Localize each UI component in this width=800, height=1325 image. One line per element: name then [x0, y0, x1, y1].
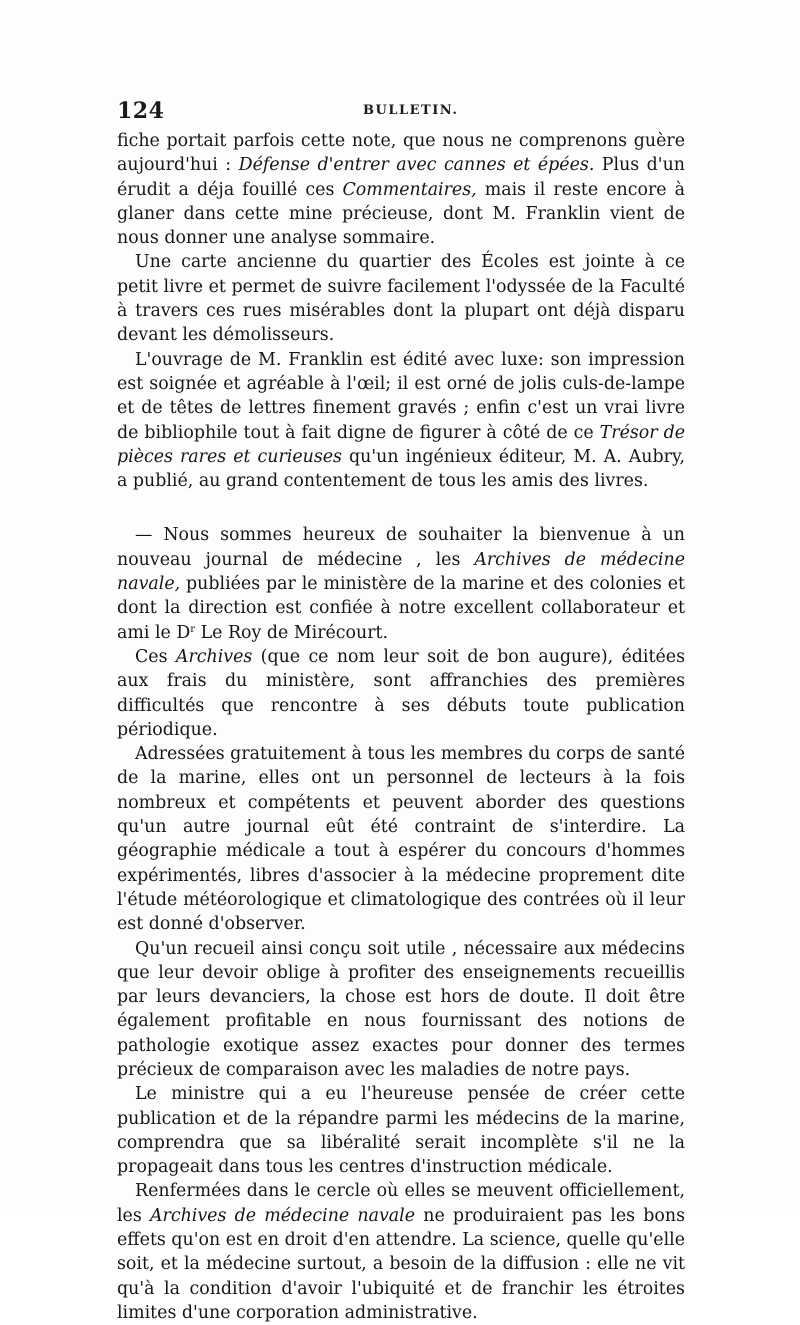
text-run: L'ouvrage de M. Franklin est édité avec luxe: son impression est soignée et agréable à l'œil; il est orné de jolis culs-de-lampe et de têtes de lettres finement gravés ; enfin c'est un vrai livre de bibliophile tout à fait digne de figurer à côté de ce: [117, 349, 685, 443]
italic-run: Archives de médecine navale: [149, 1205, 416, 1226]
text-run: ne produiraient pas les bons effets qu'on est en droit d'en attendre. La science, quelle qu'elle soit, et la médecine surtout, a besoin de la diffusion : elle ne vit qu'à la condition d'avoir l'ubiquité et de franchir les étroites limites d'une corporation administrative.: [117, 1205, 685, 1323]
italic-run: Archives de médecine navale,: [117, 549, 685, 595]
paragraph-2: [117, 250, 685, 347]
running-head: BULLETIN.: [363, 103, 459, 118]
text-run: Ces: [135, 646, 176, 667]
superscript: r: [190, 623, 196, 635]
text-run: Qu'un recueil ainsi conçu soit utile , nécessaire aux médecins que leur devoir oblige à profiter des enseignements recueillis par leurs devanciers, la chose est hors de doute. Il doit être également profitable en nous fournissant des notions de pathologie exotique assez exactes pour donner des termes précieux de comparaison avec les maladies de notre pays.: [117, 938, 685, 1080]
text-run: Plus d'un érudit a déja fouillé ces: [117, 155, 685, 200]
paragraph-8: [117, 1082, 685, 1179]
text-run: (que ce nom leur soit de bon augure), éditées aux frais du ministère, sont affranchies des premières difficultés que rencontre à ses débuts toute publication périodique.: [117, 646, 685, 740]
text-run: Une carte ancienne du quartier des Écoles est jointe à ce petit livre et permet de suivre facilement l'odyssée de la Faculté à travers ces rues misérables dont la plupart ont déjà disparu devant les démolisseurs.: [117, 252, 685, 346]
text-run: mais il reste encore à glaner dans cette mine précieuse, dont M. Franklin vient de nous donner une analyse sommaire.: [117, 179, 685, 249]
paragraph-1: [117, 129, 685, 250]
text-run: qu'un ingénieux éditeur, M. A. Aubry, a publié, au grand contentement de tous les amis des livres.: [117, 446, 685, 492]
italic-run: Commentaires,: [342, 179, 477, 200]
text-run: fiche portait parfois cette note, que nous ne comprenons guère aujourd'hui :: [117, 131, 685, 176]
text-run: Renfermées dans le cercle où elles se meuvent officiellement, les: [117, 1181, 685, 1226]
text-run: Adressées gratuitement à tous les membres du corps de santé de la marine, elles ont un personnel de lecteurs à la fois nombreux et compétents et peuvent aborder des questions qu'un autre journal eût été contraint de s'interdire. La géographie médicale a tout à espérer du concours d'hommes expérimentés, libres d'associer à la médecine proprement dite l'étude météorologique et climatologique des contrées où il leur est donné d'observer.: [117, 744, 685, 935]
text-run: — Nous sommes heureux de souhaiter la bienvenue à un nouveau journal de médecine , les: [117, 525, 685, 570]
paragraph-6: [117, 742, 685, 936]
italic-run: Archives: [175, 646, 253, 667]
paragraph-5: [117, 645, 685, 742]
paragraph-3: [117, 348, 685, 494]
paragraph-4: [117, 523, 685, 644]
italic-run: Défense d'entrer avec cannes et épées.: [238, 155, 595, 176]
paragraph-9: [117, 1179, 685, 1325]
text-run: Le ministre qui a eu l'heureuse pensée de créer cette publication et de la répandre parmi les médecins de la marine, comprendra que sa libéralité serait incomplète s'il ne la propageait dans tous les centres d'instruction médicale.: [117, 1084, 685, 1178]
page-number: 124: [117, 98, 165, 124]
text-run: publiées par le ministère de la marine et des colonies et dont la direction est confiée à notre excellent collaborateur et ami le D: [117, 574, 685, 643]
text-run: Le Roy de Mirécourt.: [195, 622, 389, 643]
body-text: [117, 129, 685, 1325]
page-header: [117, 98, 685, 128]
paragraph-7: [117, 937, 685, 1083]
italic-run: Trésor de pièces rares et curieuses: [117, 422, 685, 467]
